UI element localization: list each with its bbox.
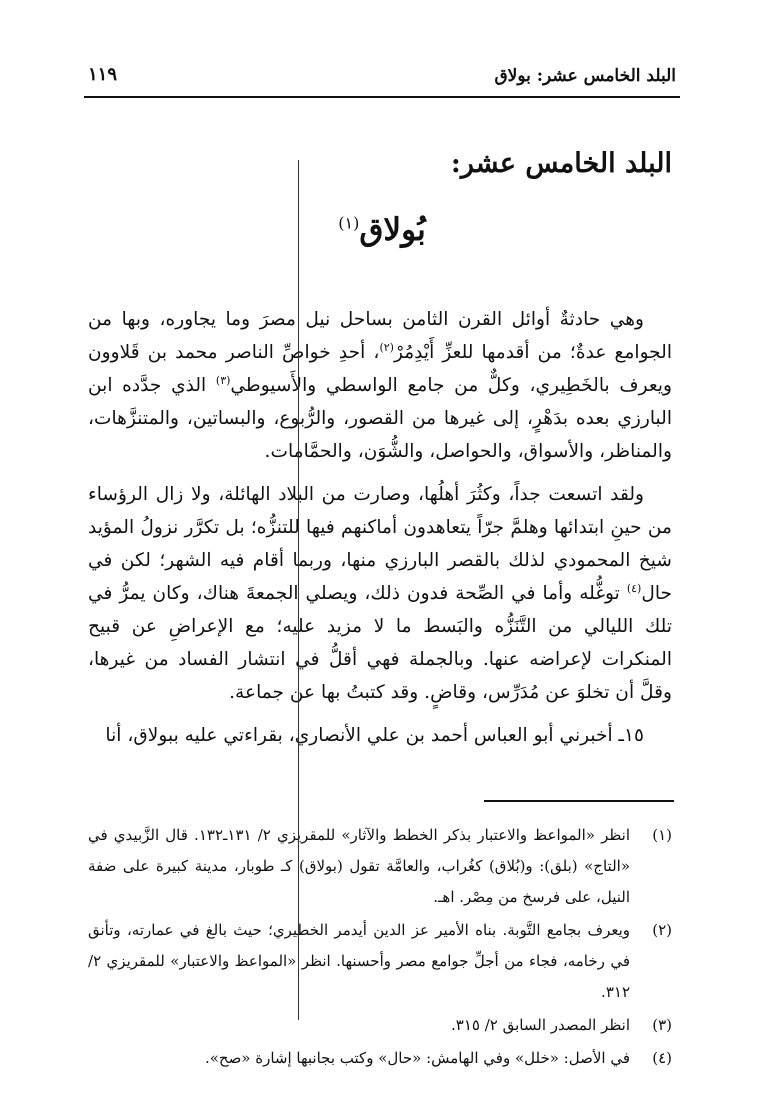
footnote-rule <box>484 800 674 802</box>
footnote-number: (٣) <box>652 1016 672 1034</box>
paragraph-2-part-a: ولقد اتسعت جداً، وكثُرَ أهلُها، وصارت من البلاد الهائلة، ولا زال الرؤساء من حينِ ابتدائها وهلمَّ جرّاً يتعاهدون أماكنهم فيها للتنزُّه؛ بل تكرَّر نزولُ المؤيد شيخ المحمودي لذلك بالقصر البارزي منها، وربما أقام فيه الشهر؛ لكن في حال <box>88 484 672 604</box>
running-head <box>88 60 676 96</box>
footnote-number: (٤) <box>652 1049 672 1067</box>
header-rule <box>84 96 680 98</box>
place-title <box>0 212 764 248</box>
footnote-text: انظر المصدر السابق ٢/ ٣١٥. <box>451 1016 630 1034</box>
page-number: ١١٩ <box>88 64 118 85</box>
paragraph-1-part-c: الذي جدَّده ابن البارزي بعده بدَهْرٍ، إلى غيرها من القصور، والرُّبوع، والبساتين، والمتنزَّهات، والمناظر، والأسواق، والحواصل، والشُّوَن، والحمَّامات. <box>88 375 672 462</box>
footnote-text: ويعرف بجامع التَّوبة. بناه الأمير عز الدين أيدمر الخطيري؛ حيث بالغ في عمارته، وتأنق في رخامه، فجاء من أجلِّ جوامع مصر وأحسنها. انظر «المواعظ والاعتبار» للمقريزي ٢/ ٣١٢. <box>88 921 630 1001</box>
footnote-ref-4: (٤) <box>626 581 642 595</box>
place-title-text: بُولاق <box>359 212 426 248</box>
footnote <box>88 820 672 913</box>
footnotes <box>88 820 672 1076</box>
footnote <box>88 915 672 1008</box>
body-text <box>88 303 672 762</box>
footnote <box>88 1010 672 1041</box>
footnote-text: انظر «المواعظ والاعتبار بذكر الخطط والآثار» للمقريزي ٢/ ١٣١ـ١٣٢. قال الزَّبيدي في «التاج» (بلق): و(بُلاق) كغُراب، والعامَّة تقول (بولاق) كـ طوبار، مدينة كبيرة على ضفة النيل، على فرسخ من مِصْر. اهـ. <box>88 826 631 906</box>
paragraph-1-part-b: ، أحدِ خواصِّ الناصر محمد بن قَلاوون ويعرف بالخَطِيري، وكلٌّ من جامع الواسطي والأَسيوطي <box>88 342 672 396</box>
footnote-ref-3: (٣) <box>215 373 231 387</box>
footnote-text: في الأصل: «خلل» وفي الهامش: «حال» وكتب بجانبها إشارة «صح». <box>204 1049 630 1067</box>
paragraph-1 <box>88 303 672 468</box>
footnote-ref-1: (١) <box>338 213 360 233</box>
footnote-number: (١) <box>652 826 672 844</box>
footnote-ref-2: (٢) <box>379 340 394 354</box>
running-title: البلد الخامس عشر: بولاق <box>494 66 676 86</box>
scan-fold-line <box>298 160 299 1020</box>
footnote-number: (٢) <box>652 921 672 939</box>
footnote <box>88 1043 672 1074</box>
paragraph-3: ١٥ـ أخبرني أبو العباس أحمد بن علي الأنصاري، بقراءتي عليه ببولاق، أنا <box>105 725 644 746</box>
paragraph-2-part-b: توغُّله وأما في الصِّحة فدون ذلك، ويصلي الجمعةَ هناك، وكان يمرُّ في تلك الليالي من التَّنَزُّه والبَسط ما لا مزيد عليه؛ مع الإعراضِ عن قبيح المنكرات لإعراضه عنها. وبالجملة فهي أقلُّ في انتشار الفساد من غيرها، وقلَّ أن تخلوَ عن مُدَرِّس، وقاضٍ. وقد كتبتُ بها عن جماعة. <box>88 583 672 703</box>
section-heading: البلد الخامس عشر: <box>450 148 672 179</box>
paragraph-2 <box>88 478 672 709</box>
paragraph-1-part-a: وهي حادثةٌ أوائل القرن الثامن بساحل نيل مصرَ وما يجاوره، وبها من الجوامع عدةٌ؛ من أقدمها للعزِّ أَيْدِمُرْ <box>88 309 673 363</box>
